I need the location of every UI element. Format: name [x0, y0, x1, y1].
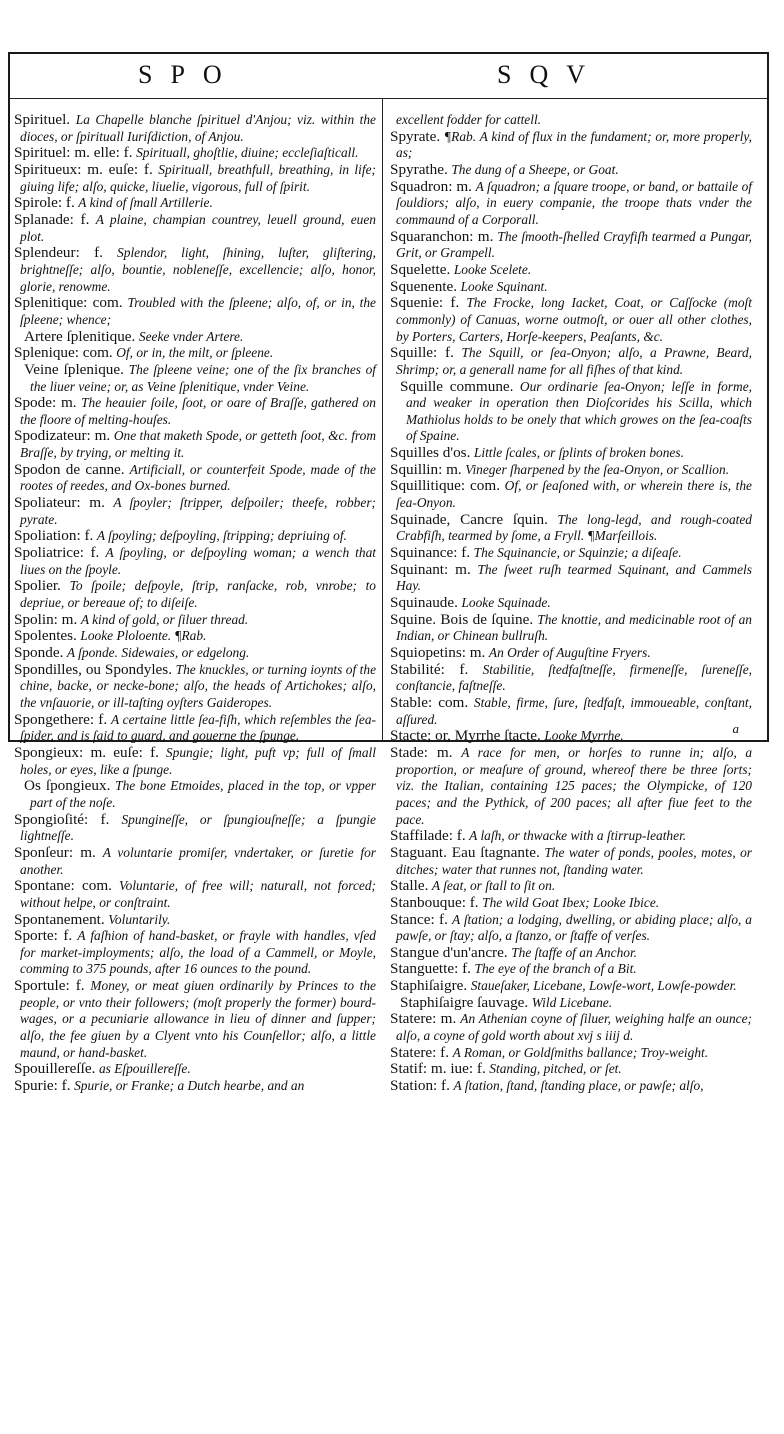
dictionary-entry — [14, 612, 376, 629]
entry-definition: A Roman, or Goldſmiths ballance; Troy-weight. — [452, 1044, 709, 1060]
entry-definition: A ſquadron; a ſquare troope, or band, or battaile of ſouldiors; alſo, in euery companie, the troope thats vnder the commaund of a Corporall. — [396, 178, 753, 227]
dictionary-entry — [390, 961, 752, 978]
entry-headword: Artere ſplenitique. — [24, 327, 136, 345]
entry-headword: Spyrate. — [390, 127, 441, 145]
entry-definition: The knottie, and medicinable root of an Indian, or Chinean bullruſh. — [396, 611, 752, 644]
dictionary-entry — [14, 395, 376, 428]
dictionary-entry — [14, 528, 376, 545]
entry-headword: Spirituel. — [14, 111, 71, 128]
dictionary-entry — [14, 778, 376, 811]
dictionary-entry — [390, 562, 752, 595]
entry-definition: The ſmooth-ſhelled Crayfiſh tearmed a Pungar, Grit, or Grampell. — [396, 228, 752, 261]
entry-definition: as Eſpouillereſſe. — [98, 1061, 191, 1077]
entry-headword: Stacte; or, Myrrhe ſtacte. — [390, 727, 541, 745]
dictionary-entry — [390, 229, 752, 262]
entry-definition: Standing, pitched, or ſet. — [489, 1061, 622, 1077]
entry-definition: Of, or ſeaſoned with, or wherein there is, the ſea-Onyon. — [396, 478, 753, 511]
entry-headword: Squillin: m. — [390, 460, 462, 478]
entry-definition: Voluntarily. — [108, 911, 171, 927]
entry-headword: Spirole: f. — [14, 194, 75, 212]
dictionary-entry — [390, 595, 752, 612]
entry-definition: A ſpoyling; deſpoyling, ſtripping; depriuing of. — [96, 528, 347, 544]
entry-definition: Spungineſſe, or ſpungiouſneſſe; a ſpungie lightneſſe. — [20, 811, 377, 844]
dictionary-entry — [390, 662, 752, 695]
dictionary-entry — [14, 578, 376, 611]
dictionary-entry — [14, 462, 376, 495]
entry-definition: A kind of gold, or ſiluer thread. — [80, 611, 249, 627]
entry-definition: La Chapelle blanche ſpirituel d'Anjou; viz. within the dioces, or ſpirituall Iuriſdiction, of Anjou. — [20, 112, 376, 144]
entry-definition: Stable, firme, ſure, ſtedfaſt, immoueable, conſtant, aſſured. — [396, 694, 752, 727]
dictionary-entry — [14, 745, 376, 778]
entry-headword: Squille: f. — [390, 344, 454, 362]
entry-headword: Sporte: f. — [14, 927, 73, 945]
dictionary-entry — [390, 1061, 752, 1078]
dictionary-entry — [390, 545, 752, 562]
dictionary-entry — [14, 1078, 376, 1095]
entry-definition: The Squill, or ſea-Onyon; alſo, a Prawne, Beard, Shrimp; or, a generall name for all fiſhes of that kind. — [396, 345, 753, 377]
entry-headword: Os ſpongieux. — [24, 777, 111, 795]
dictionary-entry — [14, 195, 376, 212]
dictionary-entry — [14, 812, 376, 845]
dictionary-entry — [14, 712, 376, 745]
entry-headword: Spodizateur: m. — [14, 427, 111, 445]
dictionary-entry — [390, 978, 752, 995]
dictionary-entry — [390, 895, 752, 912]
entry-headword: Spoliatrice: f. — [14, 544, 100, 562]
entry-definition: Seeke vnder Artere. — [138, 328, 244, 344]
entry-definition: A ſtation, ſtand, ſtanding place, or pawſe; alſo, — [453, 1078, 704, 1094]
entry-definition: The bone Etmoides, placed in the top, or vpper part of the noſe. — [30, 778, 377, 810]
dictionary-entry — [390, 1045, 752, 1062]
entry-headword: Spoliateur: m. — [14, 494, 105, 512]
entry-headword: Station: f. — [390, 1077, 450, 1095]
entry-headword: Squiopetins: m. — [390, 644, 486, 661]
entry-headword: Stangue d'un'ancre. — [390, 943, 508, 961]
entry-definition: A certaine little ſea-fiſh, which reſembles the ſea-ſpider, and is ſaid to guard, and gouerne the ſpunge. — [20, 711, 376, 744]
dictionary-entry — [14, 878, 376, 911]
entry-headword: Statere: f. — [390, 1043, 450, 1061]
entry-definition: Troubled with the ſpleene; alſo, of, or in, the ſpleene; whence; — [20, 295, 376, 327]
entry-definition: A ſpoyling, or deſpoyling woman; a wench that liues on the ſpoyle. — [20, 545, 377, 577]
page-header — [10, 54, 767, 99]
dictionary-entry — [390, 1078, 752, 1095]
entry-definition: The knuckles, or turning ioynts of the chine, backe, or necke-bone; alſo, the heads of Artichokes; alſo, the vnſauorie, or ill-taſting oyſters Gaideropes. — [20, 661, 377, 710]
entry-definition: The ſweet ruſh tearmed Squinant, and Cammels Hay. — [396, 561, 752, 594]
entry-definition: Voluntarie, of free will; naturall, not forced; without helpe, or conſtraint. — [20, 878, 376, 910]
entry-definition: excellent fodder for cattell. — [396, 112, 542, 127]
dictionary-entry — [14, 662, 376, 712]
entry-headword: Spyrathe. — [390, 160, 448, 178]
entry-definition: The dung of a Sheepe, or Goat. — [451, 161, 619, 177]
dictionary-entry — [390, 912, 752, 945]
entry-definition: The heauier ſoile, ſoot, or oare of Braſſe, gathered on the floore of melting-houſes. — [20, 395, 376, 427]
entry-definition: A plaine, champian countrey, leuell ground, euen plot. — [20, 211, 376, 244]
entry-headword: Spolin: m. — [14, 610, 78, 628]
entry-definition: An Order of Auguſtine Fryers. — [488, 645, 651, 660]
entry-definition: Looke Ploloente. ¶Rab. — [80, 628, 207, 644]
entry-definition: ¶Rab. A kind of flux in the fundament; or, more properly, as; — [396, 128, 752, 161]
entry-headword: Stalle. — [390, 877, 429, 895]
entry-headword: Staffilade: f. — [390, 827, 466, 845]
dictionary-entry — [14, 428, 376, 461]
left-running-head: SPO — [138, 60, 240, 89]
entry-headword: Spongieux: m. euſe: f. — [14, 743, 159, 761]
entry-definition: Stabilitie, ſtedfaſtneſſe, firmeneſſe, ſureneſſe, conſtancie, faſtneſſe. — [396, 661, 752, 694]
entry-headword: Squillitique: com. — [390, 477, 500, 495]
dictionary-entry — [14, 1061, 376, 1078]
entry-headword: Spongioſité: f. — [14, 810, 110, 828]
entry-definition: The Frocke, long Iacket, Coat, or Caſſocke (moſt commonly) of Canuas, worne outmoſt, or ouer all other clothes, by Porters, Carters, Horſe-keepers, Peaſants, &c. — [396, 295, 752, 344]
entry-headword: Statere: m. — [390, 1010, 457, 1028]
entry-headword: Stade: m. — [390, 743, 453, 761]
dictionary-entry — [390, 262, 752, 279]
dictionary-entry — [390, 945, 752, 962]
entry-definition: A ſeat, or ſtall to ſit on. — [431, 878, 556, 894]
entry-headword: Spontane: com. — [14, 877, 112, 895]
dictionary-entry — [390, 129, 752, 162]
dictionary-entry — [14, 495, 376, 528]
dictionary-entry — [390, 828, 752, 845]
entry-headword: Squenente. — [390, 277, 458, 295]
dictionary-entry — [14, 162, 376, 195]
dictionary-entry — [14, 329, 376, 346]
entry-definition: To ſpoile; deſpoyle, ſtrip, ranſacke, rob, vnrobe; to depriue, or bereaue of; to diſeiſe. — [20, 578, 376, 611]
entry-definition: Splendor, light, ſhining, luſter, gliſtering, brightneſſe; alſo, bountie, nobleneſſe, excellencie; alſo, honor, glorie, renowme. — [20, 245, 377, 294]
entry-headword: Squille commune. — [400, 377, 514, 395]
entry-headword: Spoliation: f. — [14, 527, 94, 545]
entry-headword: Spurie: f. — [14, 1077, 71, 1095]
entry-headword: Stable: com. — [390, 693, 469, 711]
dictionary-entry — [14, 645, 376, 662]
entry-definition: Looke Squinade. — [461, 595, 551, 611]
right-running-head: SQV — [497, 60, 604, 89]
entry-headword: Splendeur: f. — [14, 244, 103, 262]
dictionary-entry — [14, 978, 376, 1061]
entry-definition: The Squinancie, or Squinzie; a diſeaſe. — [473, 545, 682, 561]
dictionary-entry — [14, 845, 376, 878]
entry-definition: The ſpleene veine; one of the ſix branches of the liuer veine; or, as Veine ſplenitique, vnder Veine. — [30, 361, 376, 394]
dictionary-entry — [390, 179, 752, 229]
entry-definition: Wild Licebane. — [531, 994, 613, 1010]
entry-headword: Spirituel: m. elle: f. — [14, 144, 133, 162]
entry-headword: Spondilles, ou Spondyles. — [14, 660, 173, 678]
dictionary-entry — [14, 928, 376, 978]
dictionary-entry — [390, 112, 752, 129]
dictionary-entry — [14, 145, 376, 162]
entry-definition: Our ordinarie ſea-Onyon; leſſe in forme, and weaker in operation then Dioſcorides his Scilla, which Mathiolus holds to be onely that which growes on the ſea-coaſts of Spaine. — [406, 378, 752, 444]
entry-headword: Squinade, Cancre ſquin. — [390, 510, 548, 528]
dictionary-entry — [390, 379, 752, 446]
dictionary-entry — [14, 545, 376, 578]
entry-definition: The ſtaffe of an Anchor. — [511, 944, 638, 960]
entry-headword: Squaranchon: m. — [390, 227, 494, 245]
dictionary-entry — [390, 845, 752, 878]
entry-definition: The long-legd, and rough-coated Crabfiſh, tearmed by ſome, a Fryll. ¶Marſeillois. — [396, 511, 752, 544]
entry-headword: Squinant: m. — [390, 560, 471, 578]
entry-headword: Sponde. — [14, 644, 64, 661]
entry-definition: Looke Squinant. — [460, 278, 548, 294]
dictionary-entry — [14, 112, 376, 145]
entry-headword: Stance: f. — [390, 910, 448, 928]
entry-headword: Spode: m. — [14, 394, 77, 412]
dictionary-entry — [14, 628, 376, 645]
dictionary-entry — [14, 912, 376, 929]
entry-headword: Staguant. Eau ſtagnante. — [390, 843, 540, 861]
entry-definition: Artificiall, or counterfeit Spode, made of the rootes of reedes, and Ox-bones burned. — [20, 461, 376, 494]
entry-definition: An Athenian coyne of ſiluer, weighing halfe an ounce; alſo, a coyne of gold worth about xvj s iiij d. — [396, 1011, 752, 1044]
column-divider — [382, 98, 383, 740]
dictionary-entry — [390, 512, 752, 545]
entry-headword: Squadron: m. — [390, 177, 472, 195]
entry-definition: Money, or meat giuen ordinarily by Princes to the people, or vnto their followers; (moſt properly the former) bourd-wages, or a pecuniarie allowance in lieu of dinner and ſupper; alſo, the fee giuen by a Clyent vnto his Counſellor; alſo, a little maund, or hand-basket. — [20, 978, 376, 1060]
dictionary-entry — [14, 295, 376, 328]
entry-definition: A ſpoyler; ſtripper, deſpoiler; theefe, robber; pyrate. — [20, 495, 376, 527]
entry-headword: Splenique: com. — [14, 344, 113, 362]
entry-definition: A race for men, or horſes to runne in; alſo, a proportion, or meaſure of ground, whereof there be three ſorts; viz. the Italian, containing 125 paces; the Olympicke, of 120 paces; and the Pythick, of 200 paces; all after fiue feet to the pace. — [396, 744, 753, 827]
dictionary-entry — [390, 279, 752, 296]
entry-definition: Spungie; light, puft vp; full of ſmall holes, or eyes, like a ſpunge. — [20, 744, 376, 777]
entry-headword: Spolier. — [14, 577, 61, 595]
dictionary-entry — [390, 345, 752, 378]
entry-headword: Spontanement. — [14, 910, 105, 928]
catchword: a — [732, 721, 739, 736]
entry-headword: Splenitique: com. — [14, 294, 123, 312]
dictionary-entry — [390, 295, 752, 345]
dictionary-entry — [14, 362, 376, 395]
entry-headword: Squine. Bois de ſquine. — [390, 610, 534, 628]
dictionary-entry — [14, 245, 376, 295]
entry-headword: Sponſeur: m. — [14, 843, 96, 861]
entry-headword: Squenie: f. — [390, 294, 460, 312]
entry-headword: Spodon de canne. — [14, 460, 125, 478]
entry-definition: The wild Goat Ibex; Looke Ibice. — [482, 894, 660, 910]
entry-headword: Staphiſaigre. — [390, 977, 468, 995]
dictionary-page — [8, 52, 769, 1095]
entry-definition: The eye of the branch of a Bit. — [474, 961, 637, 977]
entry-headword: Spouillereſſe. — [14, 1060, 96, 1078]
entry-definition: Looke Myrrhe. — [544, 728, 624, 744]
entry-definition: Of, or in, the milt, or ſpleene. — [116, 345, 274, 361]
left-column — [14, 111, 377, 1095]
entry-headword: Stabilité: f. — [390, 660, 469, 678]
entry-definition: The water of ponds, pooles, motes, or ditches; water that runnes not, ſtanding water. — [396, 844, 752, 877]
dictionary-entry — [390, 645, 752, 662]
dictionary-entry — [390, 695, 752, 728]
entry-definition: Vineger ſharpened by the ſea-Onyon, or Scallion. — [465, 461, 730, 477]
entry-headword: Sportule: f. — [14, 977, 85, 995]
dictionary-entry — [390, 462, 752, 479]
entry-definition: A kind of ſmall Artillerie. — [78, 195, 213, 211]
entry-headword: Splanade: f. — [14, 210, 90, 228]
entry-definition: Looke Scelete. — [453, 261, 532, 277]
dictionary-entry — [390, 728, 752, 745]
dictionary-entry — [390, 1011, 752, 1044]
entry-headword: Stanbouque: f. — [390, 893, 479, 911]
right-column — [390, 112, 753, 1095]
entry-definition: A laſh, or thwacke with a ſtirrup-leather. — [469, 828, 687, 844]
entry-definition: Staueſaker, Licebane, Lowſe-wort, Lowſe-powder. — [470, 978, 737, 994]
dictionary-entry — [14, 345, 376, 362]
entry-headword: Squilles d'os. — [390, 444, 471, 462]
dictionary-entry — [390, 612, 752, 645]
entry-headword: Spolentes. — [14, 627, 77, 645]
dictionary-entry — [390, 445, 752, 462]
entry-headword: Spiritueux: m. euſe: f. — [14, 160, 153, 178]
dictionary-entry — [14, 212, 376, 245]
entry-headword: Squinance: f. — [390, 544, 471, 562]
entry-definition: One that maketh Spode, or getteth ſoot, &c. from Braſſe, by trying, or melting it. — [20, 428, 376, 461]
entry-headword: Veine ſplenique. — [24, 360, 124, 378]
entry-definition: Spirituall, ghoſtlie, diuine; eccleſiaſticall. — [136, 145, 359, 161]
entry-definition: A voluntarie promiſer, vndertaker, or ſuretie for another. — [20, 844, 377, 877]
dictionary-entry — [390, 995, 752, 1012]
entry-definition: Spurie, or Franke; a Dutch hearbe, and an — [74, 1078, 305, 1094]
entry-definition: Little ſcales, or ſplints of broken bones. — [473, 445, 684, 461]
entry-headword: Squelette. — [390, 260, 451, 278]
dictionary-entry — [390, 162, 752, 179]
dictionary-entry — [390, 878, 752, 895]
entry-headword: Squinaude. — [390, 594, 458, 612]
entry-definition: A ſponde. Sidewaies, or edgelong. — [66, 645, 250, 660]
dictionary-entry — [390, 478, 752, 511]
dictionary-entry — [390, 745, 752, 828]
entry-definition: Spirituall, breathfull, breathing, in life; giuing life; alſo, quicke, liuelie, vigorous, full of ſpirit. — [20, 161, 376, 194]
entry-definition: A faſhion of hand-basket, or frayle with handles, vſed for market-imployments; alſo, the load of a Cammell, or Moyle, comming to 375 pounds, after 16 ounces to the pound. — [20, 928, 377, 977]
entry-headword: Spongethere: f. — [14, 710, 108, 728]
entry-definition: A ſtation; a lodging, dwelling, or abiding place; alſo, a pawſe, or ſtay; alſo, a ſtanzo, or ſtaffe of verſes. — [396, 911, 752, 944]
entry-headword: Statif: m. iue: f. — [390, 1060, 486, 1078]
entry-headword: Staphiſaigre ſauvage. — [400, 993, 529, 1011]
entry-headword: Stanguette: f. — [390, 960, 471, 978]
